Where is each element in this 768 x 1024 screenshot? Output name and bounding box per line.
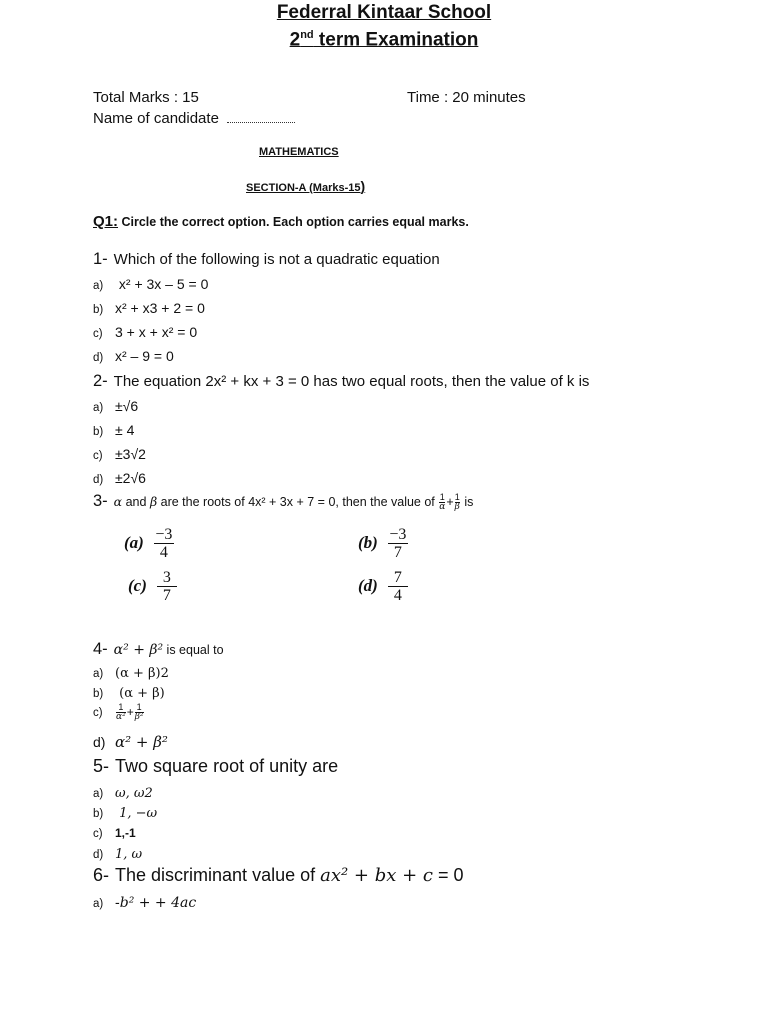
question-2: 2- The equation 2x² + kx + 3 = 0 has two equal roots, then the value of k is xyxy=(93,372,590,390)
total-marks: Total Marks : 15 xyxy=(93,89,199,106)
time-allowed: Time : 20 minutes xyxy=(407,89,526,106)
q2-option-a: a) ±√6 xyxy=(93,398,139,414)
q4-option-d: d) α² + β² xyxy=(93,733,168,751)
q1-option-b: b) x² + x3 + 2 = 0 xyxy=(93,300,205,316)
q5-option-b: b) 1, −ω xyxy=(93,806,158,821)
question-5: 5- Two square root of unity are xyxy=(93,756,339,776)
q3-option-d: (d) $\frac{7}{4}$ xyxy=(358,569,408,604)
q2-option-b: b) ± 4 xyxy=(93,422,135,438)
question-3: 3- α and β are the roots of 4x² + 3x + 7 = 0, then the value of $\frac{1}{\alpha}$ + $\frac{1}{\beta}$ is xyxy=(93,492,474,513)
fraction-one-over-beta: $\frac{1}{\beta}$ xyxy=(454,492,460,513)
q3-option-b: (b) $\frac{-3}{7}$ xyxy=(358,526,407,561)
school-name: Federral Kintaar School xyxy=(276,2,492,23)
question-4: 4- α² + β² is equal to xyxy=(93,640,224,658)
q4-option-c: c) $\frac{1}{\text{α²}}$ + $\frac{1}{\text{β²}}$ xyxy=(93,702,144,722)
question-6: 6- The discriminant value of ax² + bx + c = 0 xyxy=(93,865,464,886)
fraction-one-over-alpha: $\frac{1}{\alpha}$ xyxy=(439,492,446,513)
q5-option-c: c) 1,-1 xyxy=(93,826,136,840)
candidate-name-line: Name of candidate xyxy=(93,110,295,127)
q4-option-a: a) (α + β)2 xyxy=(93,666,169,681)
q6-option-a: a) -b² + + 4ac xyxy=(93,895,197,911)
exam-title: 2nd term Examination xyxy=(289,29,479,51)
name-blank xyxy=(227,114,295,123)
fraction-one-over-alpha-sq: $\frac{1}{\text{α²}}$ xyxy=(116,702,126,722)
q3-option-a: (a) $\frac{-3}{4}$ xyxy=(124,526,173,561)
q1-option-a: a) x² + 3x – 5 = 0 xyxy=(93,276,209,292)
fraction-one-over-beta-sq: $\frac{1}{\text{β²}}$ xyxy=(134,702,144,722)
q5-option-d: d) 1, ω xyxy=(93,847,143,862)
q3-option-c: (c) $\frac{3}{7}$ xyxy=(128,569,177,604)
q2-option-d: d) ±2√6 xyxy=(93,470,146,486)
section-heading: SECTION-A (Marks-15) xyxy=(246,178,366,194)
subject-heading: MATHEMATICS xyxy=(259,146,339,158)
q1-option-c: c) 3 + x + x² = 0 xyxy=(93,324,198,340)
q2-option-c: c) ±3√2 xyxy=(93,446,146,462)
q5-option-a: a) ω, ω2 xyxy=(93,786,153,801)
q4-option-b: b) (α + β) xyxy=(93,686,165,701)
instruction: Q1: Circle the correct option. Each option carries equal marks. xyxy=(93,213,469,230)
question-1: 1- Which of the following is not a quadratic equation xyxy=(93,250,440,268)
q1-option-d: d) x² – 9 = 0 xyxy=(93,348,174,364)
